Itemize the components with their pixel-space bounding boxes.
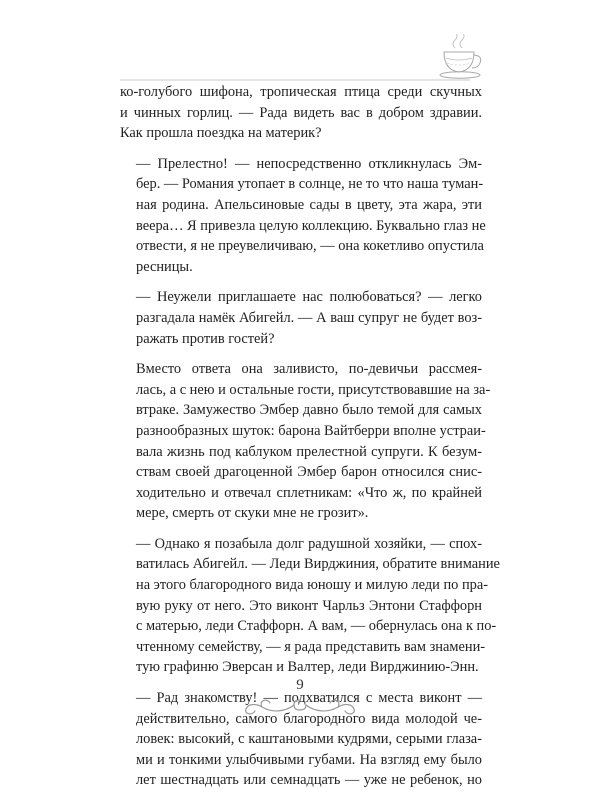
text-line: ходительно и отвечал сплетникам: «Что ж, по крайней (136, 484, 482, 501)
paragraph (120, 359, 491, 524)
text-line: ловек: высокий, с каштановыми кудрями, серыми глаза- (136, 731, 482, 748)
text-line: вую руку от него. Это виконт Чарльз Энтони Стаффорн (136, 597, 482, 614)
paragraph (120, 534, 500, 678)
text-line: ствам своей драгоценной Эмбер барон относился снис- (136, 464, 482, 481)
text-line: ная родина. Апельсиновые сады в цвету, эта жара, эти (136, 196, 482, 213)
text-line: втраке. Замужество Эмбер давно было темой для самых (136, 402, 482, 419)
paragraph (120, 154, 486, 278)
swirl-ornament-icon (0, 692, 600, 722)
text-line: разгадала намёк Абигейл. — А ваш супруг не будет воз- (136, 309, 482, 326)
text-line: и чинных горлиц. — Рада видеть вас в добром здравии. (120, 104, 482, 121)
footer-ornament (0, 692, 600, 722)
paragraph (120, 287, 482, 349)
text-line: ми и тонкими улыбчивыми губами. На взгляд ему было (136, 751, 482, 768)
text-line: — Неужели приглашаете нас полюбоваться? — легко (136, 289, 482, 306)
text-line: с матерью, леди Стаффорн. А вам, — обернулась она к по- (136, 618, 497, 635)
teacup-icon (0, 34, 600, 84)
text-line: отвести, я не преувеличиваю, — она кокетливо опустила (136, 238, 484, 255)
text-line: чтенному семейству, — я рада представить вам знамени- (136, 638, 486, 655)
page-number: 9 (296, 677, 304, 693)
text-line: веера… Я привезла целую коллекцию. Буквально глаз не (136, 217, 486, 234)
text-line: Вместо ответа она заливисто, по-девичьи рассмея- (136, 361, 482, 378)
text-line: мере, смерть от скуки мне не грозит». (136, 505, 369, 522)
text-line: бер. — Романия утопает в солнце, не то что наша туман- (136, 176, 484, 193)
paragraph (120, 82, 482, 144)
text-line: тую графиню Эверсан и Валтер, леди Вирджинию-Энн. (136, 659, 479, 676)
text-line: вала жизнь под каблуком прелестной супруги. К безум- (136, 443, 482, 460)
text-line: — Прелестно! — непосредственно откликнулась Эм- (136, 155, 482, 172)
text-line: — Однако я позабыла долг радушной хозяйки, — спох- (136, 535, 482, 552)
text-line: Как прошла поездка на материк? (120, 125, 322, 142)
text-line: на этого благородного вида юношу и милую леди по пра- (136, 577, 489, 594)
text-line: разнообразных шуток: барона Вайтберри вполне устраи- (136, 422, 486, 439)
text-line: лась, а с нею и остальные гости, присутствовавшие на за- (136, 381, 491, 398)
text-line: действительно, самого благородного вида молодой че- (136, 710, 482, 727)
text-line: — Рад знакомству! — подхватился с места виконт — (136, 690, 482, 707)
text-line: ресницы. (136, 258, 193, 275)
text-line: ватилась Абигейл. — Леди Вирджиния, обратите внимание (136, 556, 500, 573)
text-line: лет шестнадцать или семнадцать — уже не ребенок, но (136, 772, 482, 789)
text-line: ражать против гостей? (136, 330, 275, 347)
text-line: ко-голубого шифона, тропическая птица среди скучных (120, 84, 482, 100)
header-ornament (0, 34, 600, 84)
